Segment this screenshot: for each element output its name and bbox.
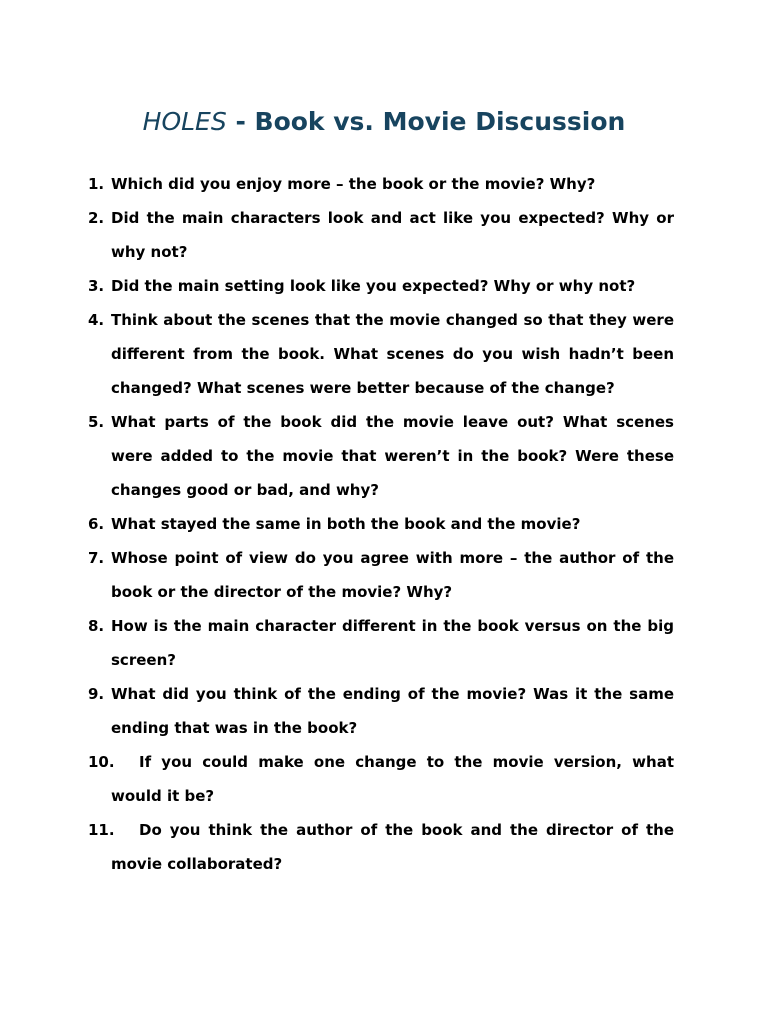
- question-number: 2.: [88, 209, 105, 227]
- question-number: 5.: [88, 413, 105, 431]
- question-text: Which did you enjoy more – the book or the movie? Why?: [111, 175, 596, 193]
- question-text: Think about the scenes that the movie changed so that they were different from the book. What scenes do you wish hadn’t been changed? What scenes were better because of the change?: [111, 311, 674, 397]
- question-item: [88, 541, 674, 609]
- question-item: [88, 201, 674, 269]
- question-text: What stayed the same in both the book and the movie?: [111, 515, 581, 533]
- question-number: 3.: [88, 277, 105, 295]
- question-item: [88, 813, 674, 881]
- question-item: [88, 167, 674, 201]
- question-item: [88, 269, 674, 303]
- question-text: Did the main setting look like you expected? Why or why not?: [111, 277, 636, 295]
- question-text: Whose point of view do you agree with more – the author of the book or the director of the movie? Why?: [111, 549, 674, 601]
- question-item: [88, 677, 674, 745]
- question-item: [88, 303, 674, 405]
- question-text: Did the main characters look and act like you expected? Why or why not?: [111, 209, 674, 261]
- question-item: [88, 507, 674, 541]
- question-number: 1.: [88, 175, 105, 193]
- question-text: What did you think of the ending of the movie? Was it the same ending that was in the book?: [111, 685, 674, 737]
- question-text: What parts of the book did the movie leave out? What scenes were added to the movie that weren’t in the book? Were these changes good or bad, and why?: [111, 413, 674, 499]
- question-item: [88, 745, 674, 813]
- question-list: [88, 167, 674, 881]
- question-number: 7.: [88, 549, 105, 567]
- question-number: 6.: [88, 515, 105, 533]
- document-title: [0, 105, 768, 139]
- question-number: 10.: [88, 753, 115, 771]
- question-item: [88, 609, 674, 677]
- title-book-name: HOLES: [142, 107, 227, 136]
- question-text: How is the main character different in the book versus on the big screen?: [111, 617, 674, 669]
- question-item: [88, 405, 674, 507]
- question-number: 9.: [88, 685, 105, 703]
- question-number: 8.: [88, 617, 105, 635]
- question-text: If you could make one change to the movie version, what would it be?: [111, 753, 674, 805]
- title-text: - Book vs. Movie Discussion: [226, 107, 626, 136]
- question-number: 11.: [88, 821, 115, 839]
- question-number: 4.: [88, 311, 105, 329]
- question-text: Do you think the author of the book and the director of the movie collaborated?: [111, 821, 674, 873]
